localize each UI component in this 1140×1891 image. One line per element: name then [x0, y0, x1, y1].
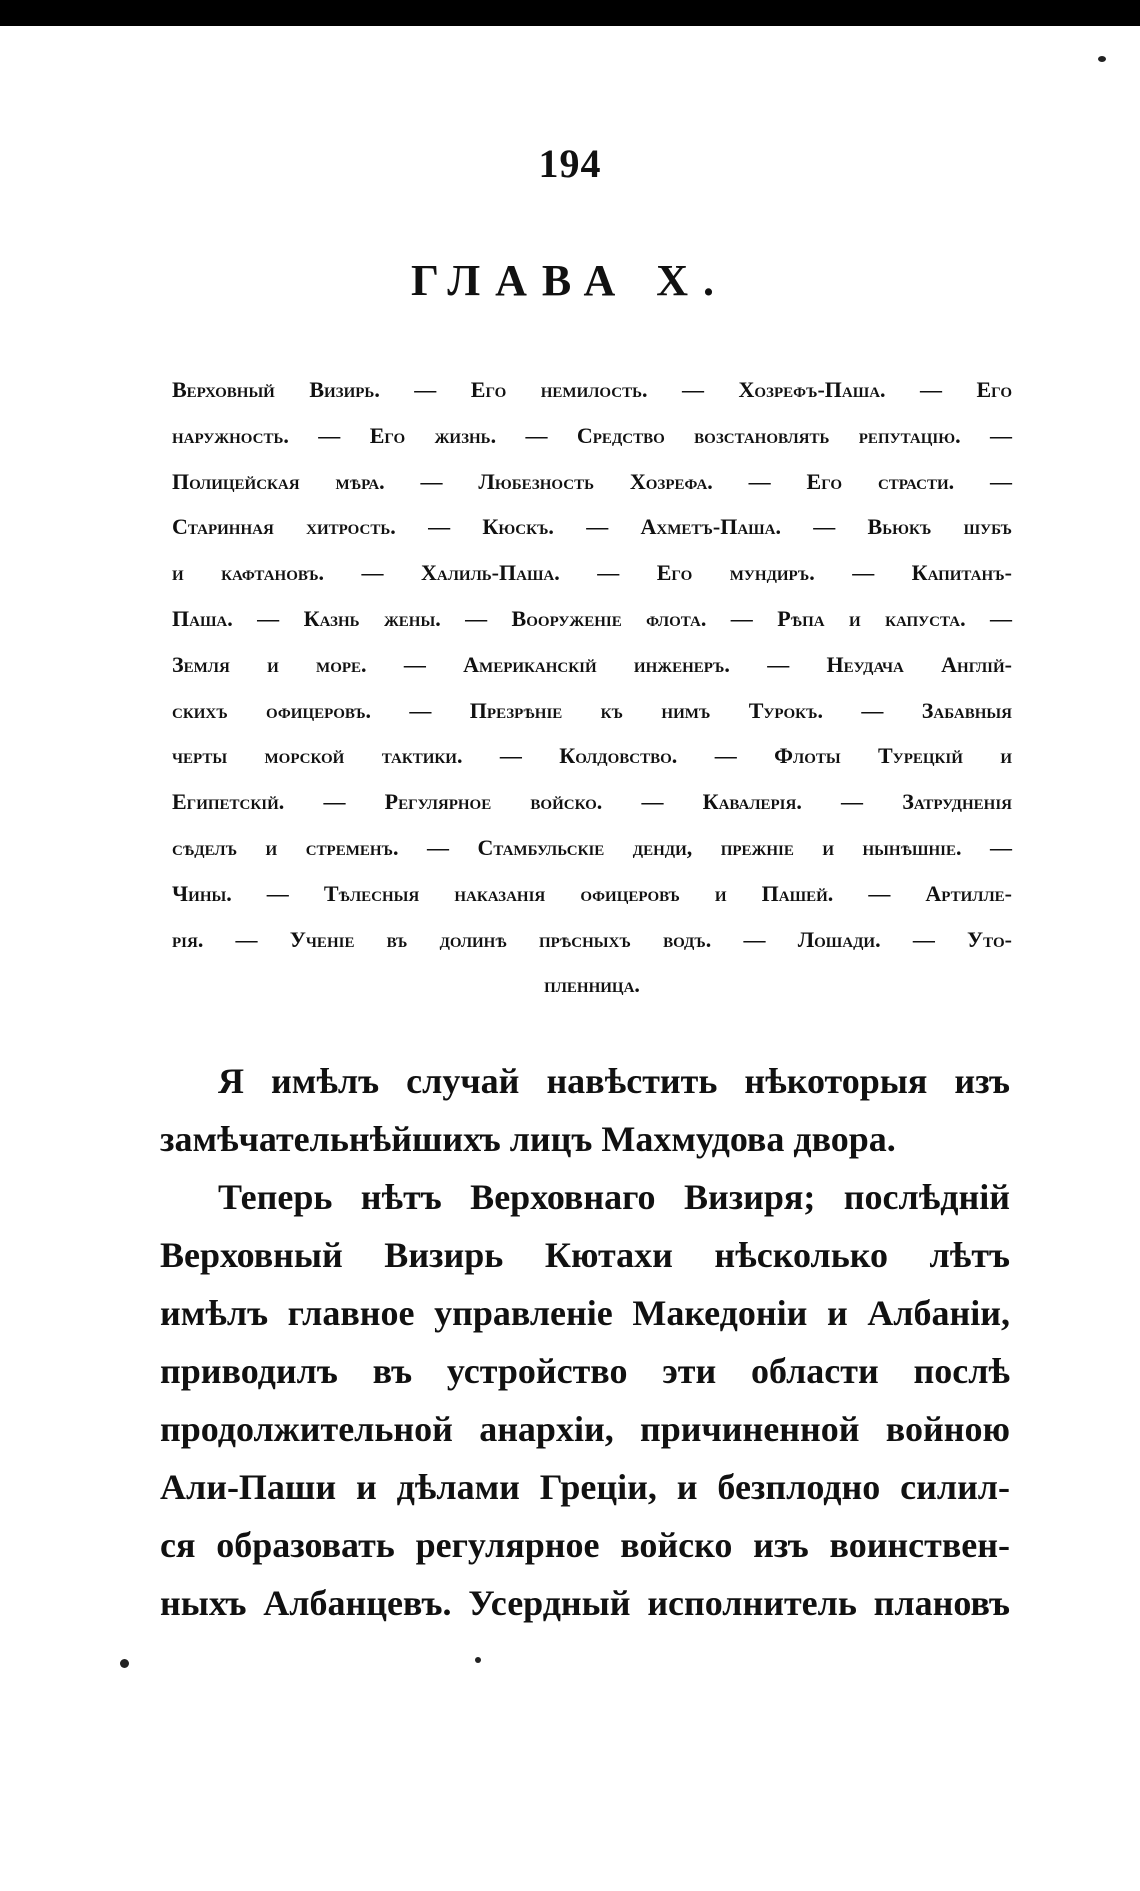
- body-line: ныхъ Албанцевъ. Усердный исполнитель плановъ: [160, 1583, 1010, 1623]
- summary-line: Паша. — Казнь жены. — Вооруженіе флота. — Рѣпа и капуста. —: [172, 605, 1012, 631]
- body-line: имѣлъ главное управленіе Македоніи и Албаніи,: [160, 1293, 1010, 1333]
- summary-line: Полицейская мѣра. — Любезность Хозрефа. — Его страсти. —: [172, 468, 1012, 494]
- summary-line: пленница.: [544, 972, 640, 998]
- scan-top-border: [0, 0, 1140, 26]
- chapter-heading: ГЛАВА X.: [410, 256, 730, 305]
- body-line: ся образовать регулярное войско изъ воинствен-: [160, 1525, 1010, 1565]
- body-text: [160, 1052, 1010, 1632]
- body-line: замѣчательнѣйшихъ лицъ Махмудова двора.: [160, 1119, 896, 1159]
- summary-line: сѣделъ и стременъ. — Стамбульскіе денди, прежніе и нынѣшніе. —: [172, 834, 1012, 860]
- body-line: Я имѣлъ случай навѣстить нѣкоторыя изъ: [218, 1061, 1010, 1101]
- summary-line: скихъ офицеровъ. — Презрѣніе къ нимъ Турокъ. — Забавныя: [172, 697, 1012, 723]
- summary-line: Земля и море. — Американскій инженеръ. — Неудача Англій-: [172, 651, 1012, 677]
- summary-line: и кафтановъ. — Халиль-Паша. — Его мундиръ. — Капитанъ-: [172, 560, 1012, 586]
- summary-line: Верховный Визирь. — Его немилость. — Хозрефъ-Паша. — Его: [172, 377, 1012, 402]
- summary-line: черты морской тактики. — Колдовство. — Флоты Турецкій и: [172, 743, 1012, 769]
- summary-line: Чины. — Тѣлесныя наказанія офицеровъ и Пашей. — Артилле-: [172, 880, 1012, 906]
- summary-line: Египетскій. — Регулярное войско. — Кавалерія. — Затрудненія: [172, 789, 1012, 815]
- summary-line: рія. — Ученіе въ долинѣ прѣсныхъ водъ. — Лошади. — Уто-: [172, 926, 1012, 952]
- scan-speck: [120, 1659, 129, 1668]
- body-line: приводилъ въ устройство эти области послѣ: [160, 1351, 1010, 1391]
- scan-speck: [1098, 56, 1106, 62]
- chapter-summary: [172, 367, 1012, 1008]
- scan-speck: [475, 1657, 481, 1663]
- summary-line: Старинная хитрость. — Кюскъ. — Ахметъ-Паша. — Вьюкъ шубъ: [172, 514, 1012, 540]
- page-number: 194: [538, 141, 602, 186]
- body-line: Верховный Визирь Кютахи нѣсколько лѣтъ: [160, 1235, 1010, 1275]
- body-line: Теперь нѣтъ Верховнаго Визиря; послѣдній: [218, 1177, 1010, 1217]
- body-line: продолжительной анархіи, причиненной войною: [160, 1409, 1010, 1449]
- body-line: Али-Паши и дѣлами Греціи, и безплодно силил-: [160, 1467, 1010, 1507]
- summary-line: наружность. — Его жизнь. — Средство возстановлять репутацію. —: [172, 422, 1012, 448]
